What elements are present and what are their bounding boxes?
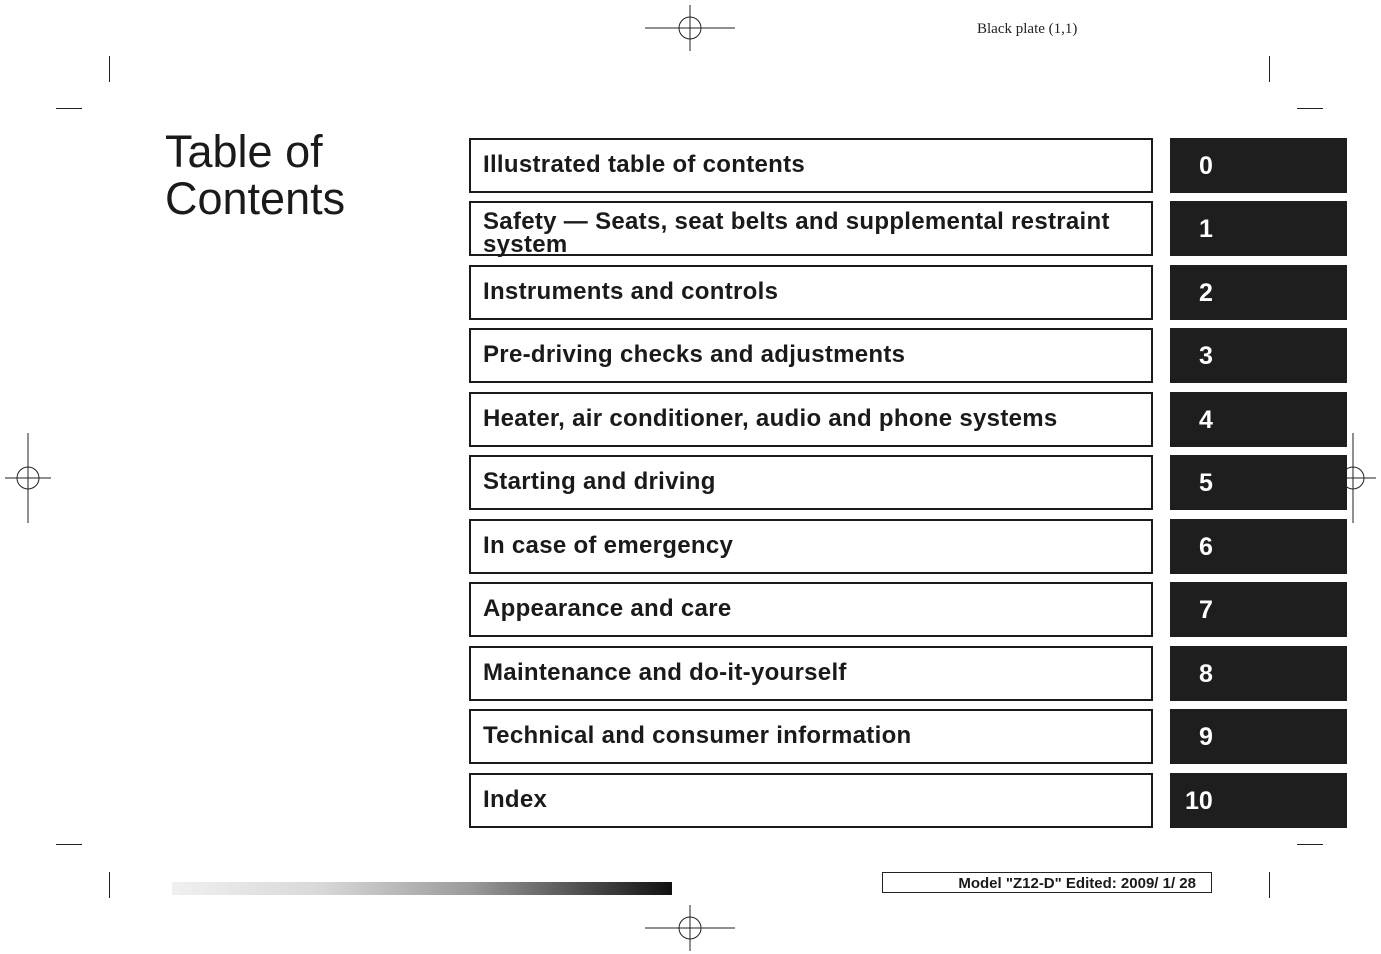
toc-entry-label: Instruments and controls — [483, 278, 779, 305]
trim-mark — [109, 56, 110, 82]
section-tab[interactable] — [1170, 455, 1347, 510]
toc-entry-link[interactable] — [469, 138, 1153, 193]
section-number: 1 — [1199, 215, 1213, 243]
registration-mark-icon — [5, 433, 51, 523]
toc-entry-label: Heater, air conditioner, audio and phone systems — [483, 405, 1058, 432]
toc-entry-label: Pre-driving checks and adjustments — [483, 341, 906, 368]
toc-entry-link[interactable] — [469, 392, 1153, 447]
toc-entry[interactable] — [469, 455, 1347, 510]
toc-entry-label: Starting and driving — [483, 468, 716, 495]
toc-entry[interactable] — [469, 265, 1347, 320]
color-density-strip — [172, 882, 672, 895]
section-tab[interactable] — [1170, 519, 1347, 574]
toc-entry[interactable] — [469, 328, 1347, 383]
section-number: 0 — [1199, 152, 1213, 180]
trim-mark — [1269, 56, 1270, 82]
toc-entry-link[interactable] — [469, 328, 1153, 383]
section-tab[interactable] — [1170, 646, 1347, 701]
page-title-line: Table of — [165, 126, 323, 177]
section-tab[interactable] — [1170, 138, 1347, 193]
model-edit-info: Model "Z12-D" Edited: 2009/ 1/ 28 — [882, 872, 1212, 893]
section-number: 6 — [1199, 533, 1213, 561]
toc-entry-link[interactable] — [469, 709, 1153, 764]
plate-label: Black plate (1,1) — [977, 21, 1078, 37]
section-tab[interactable] — [1170, 709, 1347, 764]
registration-mark-icon — [645, 905, 735, 951]
section-number: 7 — [1199, 596, 1213, 624]
page-title-line: Contents — [165, 173, 346, 224]
trim-mark — [1297, 844, 1323, 845]
section-tab[interactable] — [1170, 582, 1347, 637]
trim-mark — [56, 844, 82, 845]
toc-entry-label: Index — [483, 786, 548, 813]
toc-entry-link[interactable] — [469, 519, 1153, 574]
section-number: 8 — [1199, 660, 1213, 688]
section-tab[interactable] — [1170, 328, 1347, 383]
trim-mark — [56, 108, 82, 109]
trim-mark — [1269, 872, 1270, 898]
toc-entry-link[interactable] — [469, 773, 1153, 828]
toc-entry[interactable] — [469, 773, 1347, 828]
toc-entry-link[interactable] — [469, 455, 1153, 510]
section-number: 9 — [1199, 723, 1213, 751]
toc-entry[interactable] — [469, 582, 1347, 637]
toc-entry[interactable] — [469, 709, 1347, 764]
toc-entry-label: Appearance and care — [483, 595, 732, 622]
section-tab[interactable] — [1170, 773, 1347, 828]
section-number: 4 — [1199, 406, 1213, 434]
section-number: 10 — [1185, 787, 1213, 815]
section-tab[interactable] — [1170, 265, 1347, 320]
section-tab[interactable] — [1170, 392, 1347, 447]
toc-entry-label: Safety — Seats, seat belts and supplemental restraint system — [483, 208, 1110, 258]
section-tab[interactable] — [1170, 201, 1347, 256]
toc-entry-label: Maintenance and do-it-yourself — [483, 659, 847, 686]
page-title — [165, 128, 345, 222]
toc-entry-link[interactable] — [469, 646, 1153, 701]
registration-mark-icon — [645, 5, 735, 51]
section-number: 3 — [1199, 342, 1213, 370]
toc-entry-label: Technical and consumer information — [483, 722, 912, 749]
section-number: 5 — [1199, 469, 1213, 497]
toc-entry-link[interactable] — [469, 265, 1153, 320]
trim-mark — [109, 872, 110, 898]
toc-entry[interactable] — [469, 646, 1347, 701]
toc-entry[interactable] — [469, 201, 1347, 256]
toc-entry[interactable] — [469, 519, 1347, 574]
toc-entry-link[interactable] — [469, 201, 1153, 256]
toc-entry[interactable] — [469, 138, 1347, 193]
toc-entry-link[interactable] — [469, 582, 1153, 637]
section-number: 2 — [1199, 279, 1213, 307]
toc-entry[interactable] — [469, 392, 1347, 447]
trim-mark — [1297, 108, 1323, 109]
toc-entry-label: In case of emergency — [483, 532, 734, 559]
toc-entry-label: Illustrated table of contents — [483, 151, 806, 178]
